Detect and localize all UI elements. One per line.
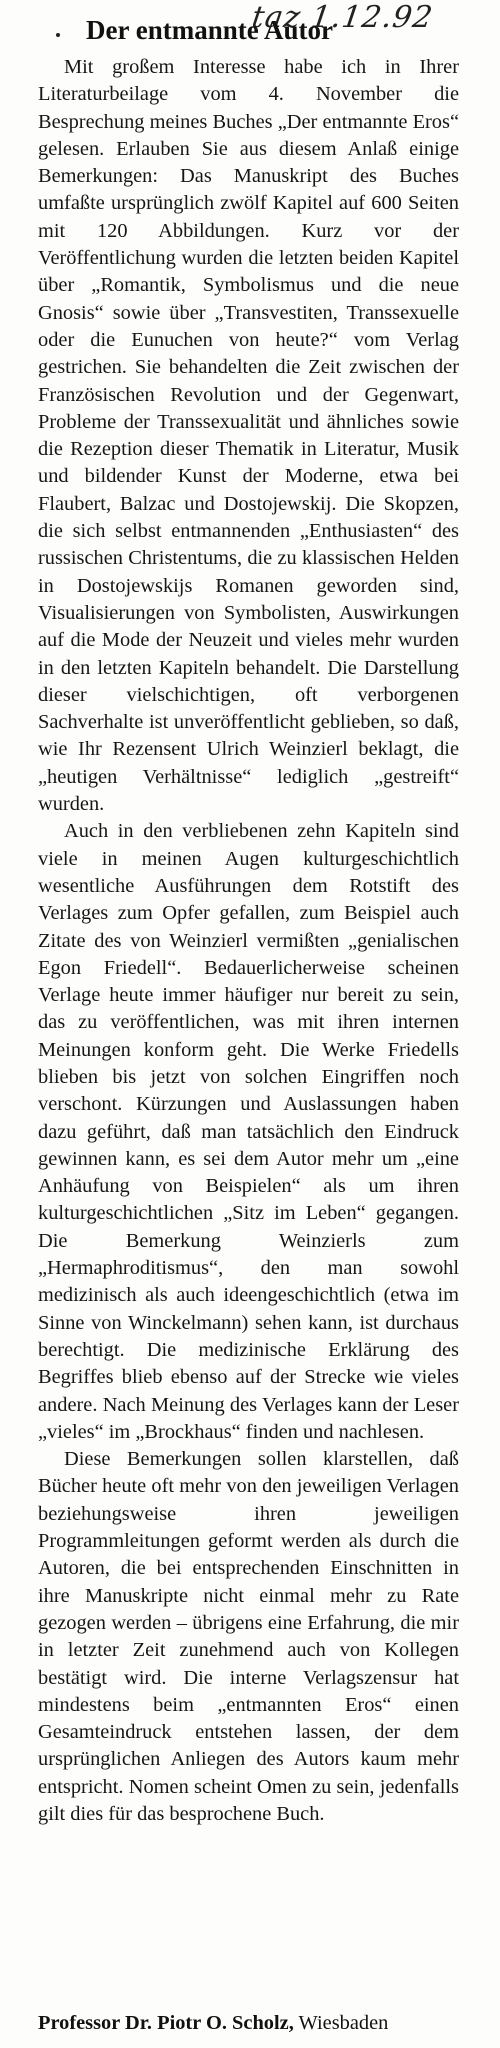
handwritten-date-note: taz 1.12.92 — [249, 0, 436, 35]
margin-dot — [56, 33, 60, 37]
article-headline: Der entmannte Autor — [86, 15, 333, 45]
article-paragraph-2: Auch in den verbliebenen zehn Kapiteln sind viele in meinen Augen kulturgeschichtlich wesentliche Ausführungen dem Rotstift des Verlages zum Opfer gefallen, zum Beispiel auch Zitate des von Weinzierl vermißten „genialischen Egon Friedell“. Bedauerlicherweise scheinen Verlage heute immer häufiger nur bereit zu sein, das zu veröffentlichen, was mit ihren internen Meinungen konform geht. Die Werke Friedells blieben bis jetzt von solchen Eingriffen noch verschont. Kürzungen und Auslassungen haben dazu geführt, daß man tatsächlich den Eindruck gewinnen kann, es sei dem Autor mehr um „eine Anhäufung von Beispielen“ als um ihren kulturgeschichtlichen „Sitz im Leben“ gegangen. Die Bemerkung Weinzierls zum „Hermaphroditismus“, den man sowohl medizinisch als auch ideengeschichtlich (etwa im Sinne von Winckelmann) sehen kann, ist durchaus berechtigt. Die medizinische Erklärung des Begriffes blieb ebenso auf der Strecke wie vieles andere. Nach Meinung des Verlages kann der Leser „vieles“ im „Brockhaus“ finden und nachlesen. — [38, 820, 459, 1443]
author-name: Professor Dr. Piotr O. Scholz, — [38, 2012, 294, 2034]
article-paragraph-1: Mit großem Interesse habe ich in Ihrer Literaturbeilage vom 4. November die Besprechung meines Buches „Der entmannte Eros“ gelesen. Erlauben Sie aus diesem Anlaß einige Bemerkungen: Das Manuskript des Buches umfaßte ursprünglich zwölf Kapitel auf 600 Seiten mit 120 Abbildungen. Kurz vor der Veröffentlichung wurden die letzten beiden Kapitel über „Romantik, Symbolismus und die neue Gnosis“ sowie über „Transvestiten, Transsexuelle oder die Eunuchen von heute?“ vom Verlag gestrichen. Sie behandelten die Zeit zwischen der Französischen Revolution und der Gegenwart, Probleme der Transsexualität und ähnliches sowie die Rezeption dieser Thematik in Literatur, Musik und bildender Kunst der Moderne, etwa bei Flaubert, Balzac und Dostojewskij. Die Skopzen, die sich selbst entmannenden „Enthusiasten“ des russischen Christentums, die zu klassischen Helden in Dostojewskijs Romanen geworden sind, Visualisierungen von Symbolisten, Auswirkungen auf die Mode der Neuzeit und vieles mehr wurden in den letzten Kapiteln behandelt. Die Darstellung dieser vielschichtigen, oft verborgenen Sachverhalte ist unveröffentlicht geblieben, so daß, wie Ihr Rezensent Ulrich Weinzierl beklagt, die „heutigen Verhältnisse“ lediglich „gestreift“ wurden. — [38, 56, 459, 816]
author-city: Wiesbaden — [298, 2012, 389, 2034]
article-body — [38, 54, 459, 1828]
article-paragraph-3: Diese Bemerkungen sollen klarstellen, daß Bücher heute oft mehr von den jeweiligen Verlagen beziehungsweise ihren jeweiligen Programmleitungen geformt werden als durch die Autoren, die bei entsprechenden Einschnitten in ihre Manuskripte nicht einmal mehr zu Rate gezogen werden – übrigens eine Erfahrung, die mir in letzter Zeit zunehmend auch von Kollegen bestätigt wird. Die interne Verlagszensur hat mindestens beim „entmannten Eros“ einen Gesamteindruck entstehen lassen, der dem ursprünglichen Anliegen des Autors kaum mehr entspricht. Nomen scheint Omen zu sein, jedenfalls gilt dies für das besprochene Buch. — [38, 1448, 459, 1825]
article-signature — [38, 2009, 478, 2037]
